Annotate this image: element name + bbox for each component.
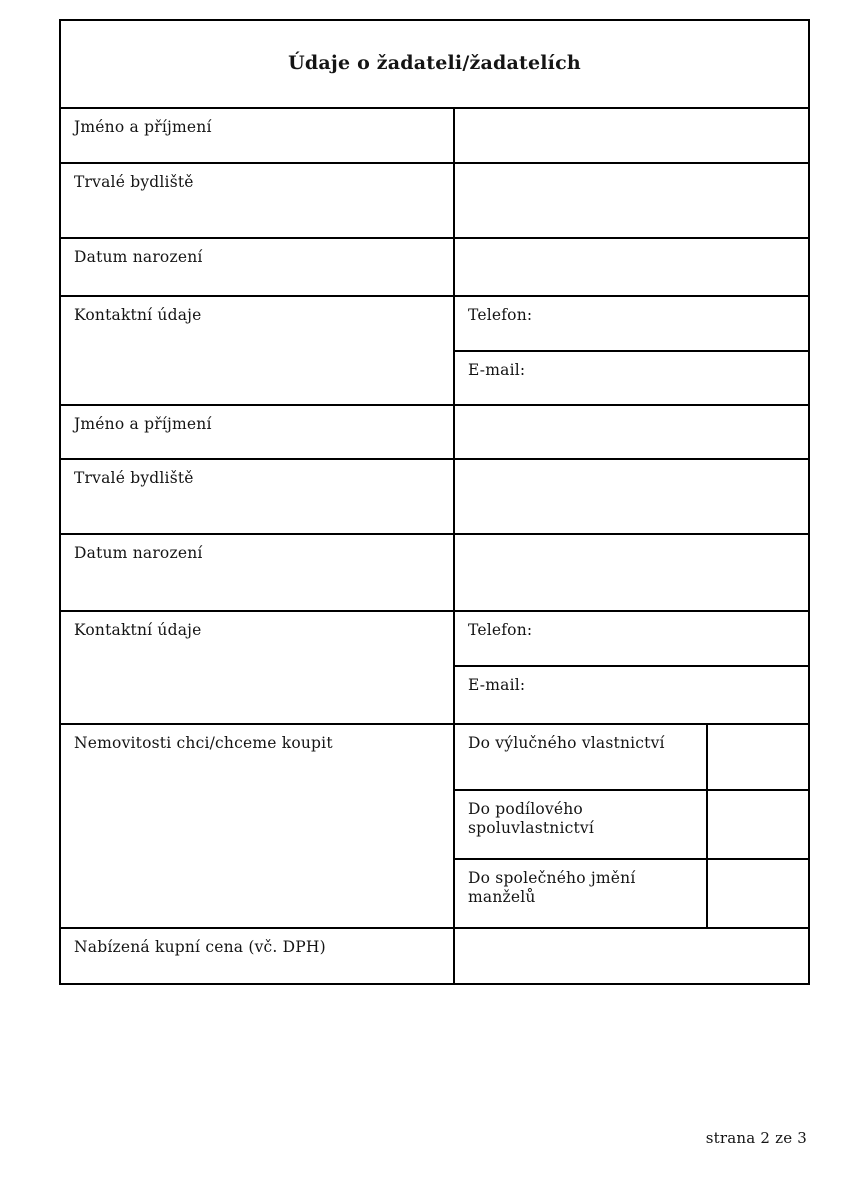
applicant1-contact-label: Kontaktní údaje [60,296,454,405]
applicant1-email-field[interactable] [454,351,809,405]
applicant2-address-field[interactable] [454,459,809,534]
form-title-cell [60,20,809,108]
applicant1-birthdate-label: Datum narození [60,238,454,296]
applicant2-email-field[interactable] [454,666,809,724]
offered-price-field[interactable] [454,928,809,984]
property-purchase-label: Nemovitosti chci/chceme koupit [60,724,454,928]
ownership-option2-label: Do podílového spoluvlastnictví [454,790,707,859]
applicant1-name-field[interactable] [454,108,809,163]
applicant1-birthdate-field[interactable] [454,238,809,296]
ownership-option3-checkbox-cell[interactable] [707,859,809,928]
page-number: strana 2 ze 3 [705,1129,807,1147]
applicant2-name-label: Jméno a příjmení [60,405,454,459]
applicant1-address-field[interactable] [454,163,809,238]
applicant2-birthdate-label: Datum narození [60,534,454,611]
ownership-option1-checkbox-cell[interactable] [707,724,809,790]
applicant2-email-label: E-mail: [468,676,526,694]
applicant2-address-label: Trvalé bydliště [60,459,454,534]
applicant2-contact-label: Kontaktní údaje [60,611,454,724]
applicant2-name-field[interactable] [454,405,809,459]
offered-price-label: Nabízená kupní cena (vč. DPH) [60,928,454,984]
page-title: Údaje o žadateli/žadatelích [288,52,581,75]
applicant1-email-label: E-mail: [468,361,526,379]
applicant1-address-label: Trvalé bydliště [60,163,454,238]
applicant2-phone-field[interactable] [454,611,809,666]
ownership-option1-label: Do výlučného vlastnictví [454,724,707,790]
applicant2-phone-label: Telefon: [468,621,533,639]
applicant1-phone-label: Telefon: [468,306,533,324]
applicant2-birthdate-field[interactable] [454,534,809,611]
applicant1-phone-field[interactable] [454,296,809,351]
applicant-form-table [59,19,810,985]
applicant1-name-label: Jméno a příjmení [60,108,454,163]
ownership-option2-checkbox-cell[interactable] [707,790,809,859]
ownership-option3-label: Do společného jmění manželů [454,859,707,928]
